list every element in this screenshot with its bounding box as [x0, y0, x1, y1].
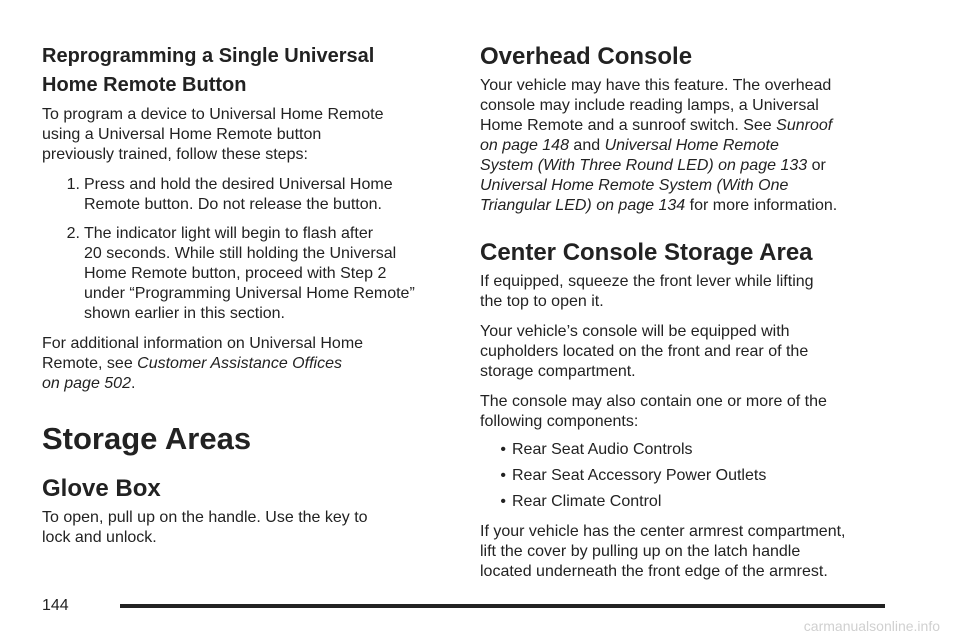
- reprogramming-heading-line-1: Reprogramming a Single Universal: [42, 45, 375, 67]
- overhead-console-text: [480, 76, 895, 216]
- uhr-triangular-led-page-link[interactable]: Triangular LED) on page 134: [480, 197, 686, 214]
- left-column: [42, 42, 454, 558]
- step-item-1: [42, 175, 454, 215]
- additional-line-2: [42, 354, 454, 374]
- step-number: 2.: [66, 225, 80, 242]
- overhead-line-7: [480, 196, 895, 216]
- uhr-round-led-link[interactable]: Universal Home Remote: [604, 137, 779, 154]
- overhead-see: Home Remote and a sunroof switch. See: [480, 117, 777, 134]
- center-console-heading: Center Console Storage Area: [480, 239, 813, 266]
- bullet-icon: •: [500, 441, 506, 458]
- step-1-line-2: Remote button. Do not release the button.: [84, 196, 382, 213]
- step-2-line-1: The indicator light will begin to flash after: [84, 225, 374, 242]
- additional-suffix: .: [130, 375, 136, 392]
- components-list: [480, 440, 895, 512]
- step-2-line-4: under “Programming Universal Home Remote”: [84, 285, 415, 302]
- bullet-text: Rear Climate Control: [512, 493, 662, 510]
- list-item: [480, 492, 895, 512]
- center-p3-line-1: The console may also contain one or more of the: [480, 393, 827, 410]
- bullet-text: Rear Seat Accessory Power Outlets: [512, 467, 767, 484]
- glove-box-text: [42, 508, 454, 548]
- footer-divider: [120, 604, 885, 608]
- center-console-p4: [480, 522, 895, 582]
- list-item: [480, 440, 895, 460]
- step-2-line-2: 20 seconds. While still holding the Universal: [84, 245, 397, 262]
- customer-assistance-page-link[interactable]: on page 502: [42, 375, 131, 392]
- additional-prefix: Remote, see: [42, 355, 138, 372]
- step-1-line-1: Press and hold the desired Universal Home: [84, 176, 393, 193]
- intro-line-2: using a Universal Home Remote button: [42, 126, 322, 143]
- list-item: [480, 466, 895, 486]
- right-column: [480, 42, 895, 592]
- center-p4-line-1: If your vehicle has the center armrest compartment,: [480, 523, 846, 540]
- overhead-line-2: console may include reading lamps, a Universal: [480, 97, 819, 114]
- center-console-p3: [480, 392, 895, 432]
- overhead-and: and: [568, 137, 605, 154]
- center-p4-line-2: lift the cover by pulling up on the latch handle: [480, 543, 801, 560]
- center-p2-line-1: Your vehicle’s console will be equipped with: [480, 323, 790, 340]
- overhead-line-5: [480, 156, 895, 176]
- page-number: 144: [42, 597, 69, 614]
- reprogramming-intro: [42, 105, 454, 165]
- center-p1-line-1: If equipped, squeeze the front lever while lifting: [480, 273, 814, 290]
- customer-assistance-link[interactable]: Customer Assistance Offices: [137, 355, 342, 372]
- overhead-line-1: Your vehicle may have this feature. The overhead: [480, 77, 832, 94]
- bullet-text: Rear Seat Audio Controls: [512, 441, 693, 458]
- step-2-line-5: shown earlier in this section.: [84, 305, 285, 322]
- reprogramming-heading-line-2: Home Remote Button: [42, 74, 247, 96]
- uhr-triangular-led-link[interactable]: Universal Home Remote System (With One: [480, 177, 789, 194]
- glove-box-heading: Glove Box: [42, 475, 161, 502]
- center-p4-line-3: located underneath the front edge of the armrest.: [480, 563, 828, 580]
- step-item-2: [42, 224, 454, 324]
- center-p3-line-2: following components:: [480, 413, 639, 430]
- intro-line-1: To program a device to Universal Home Remote: [42, 106, 384, 123]
- intro-line-3: previously trained, follow these steps:: [42, 146, 308, 163]
- overhead-console-heading: Overhead Console: [480, 43, 693, 70]
- sunroof-page-link[interactable]: on page 148: [480, 137, 569, 154]
- sunroof-link[interactable]: Sunroof: [776, 117, 833, 134]
- center-p2-line-3: storage compartment.: [480, 363, 636, 380]
- additional-info: [42, 334, 454, 394]
- additional-line-3: [42, 374, 454, 394]
- center-console-p2: [480, 322, 895, 382]
- uhr-round-led-page-link[interactable]: System (With Three Round LED) on page 133: [480, 157, 808, 174]
- steps-list: [42, 175, 454, 324]
- additional-line-1: For additional information on Universal Home: [42, 335, 364, 352]
- bullet-icon: •: [500, 493, 506, 510]
- step-number: 1.: [66, 176, 80, 193]
- glove-line-2: lock and unlock.: [42, 529, 157, 546]
- bullet-icon: •: [500, 467, 506, 484]
- overhead-or: or: [807, 157, 826, 174]
- glove-line-1: To open, pull up on the handle. Use the key to: [42, 509, 368, 526]
- center-console-p1: [480, 272, 895, 312]
- step-text: [80, 224, 454, 324]
- center-p1-line-2: the top to open it.: [480, 293, 604, 310]
- overhead-suffix: for more information.: [685, 197, 838, 214]
- storage-areas-heading: Storage Areas: [42, 421, 252, 456]
- reprogramming-heading: [42, 42, 454, 100]
- overhead-line-3: [480, 116, 895, 136]
- watermark: carmanualsonline.info: [803, 618, 940, 634]
- step-text: [80, 175, 454, 215]
- step-2-line-3: Home Remote button, proceed with Step 2: [84, 265, 387, 282]
- overhead-line-4: [480, 136, 895, 156]
- center-p2-line-2: cupholders located on the front and rear of the: [480, 343, 809, 360]
